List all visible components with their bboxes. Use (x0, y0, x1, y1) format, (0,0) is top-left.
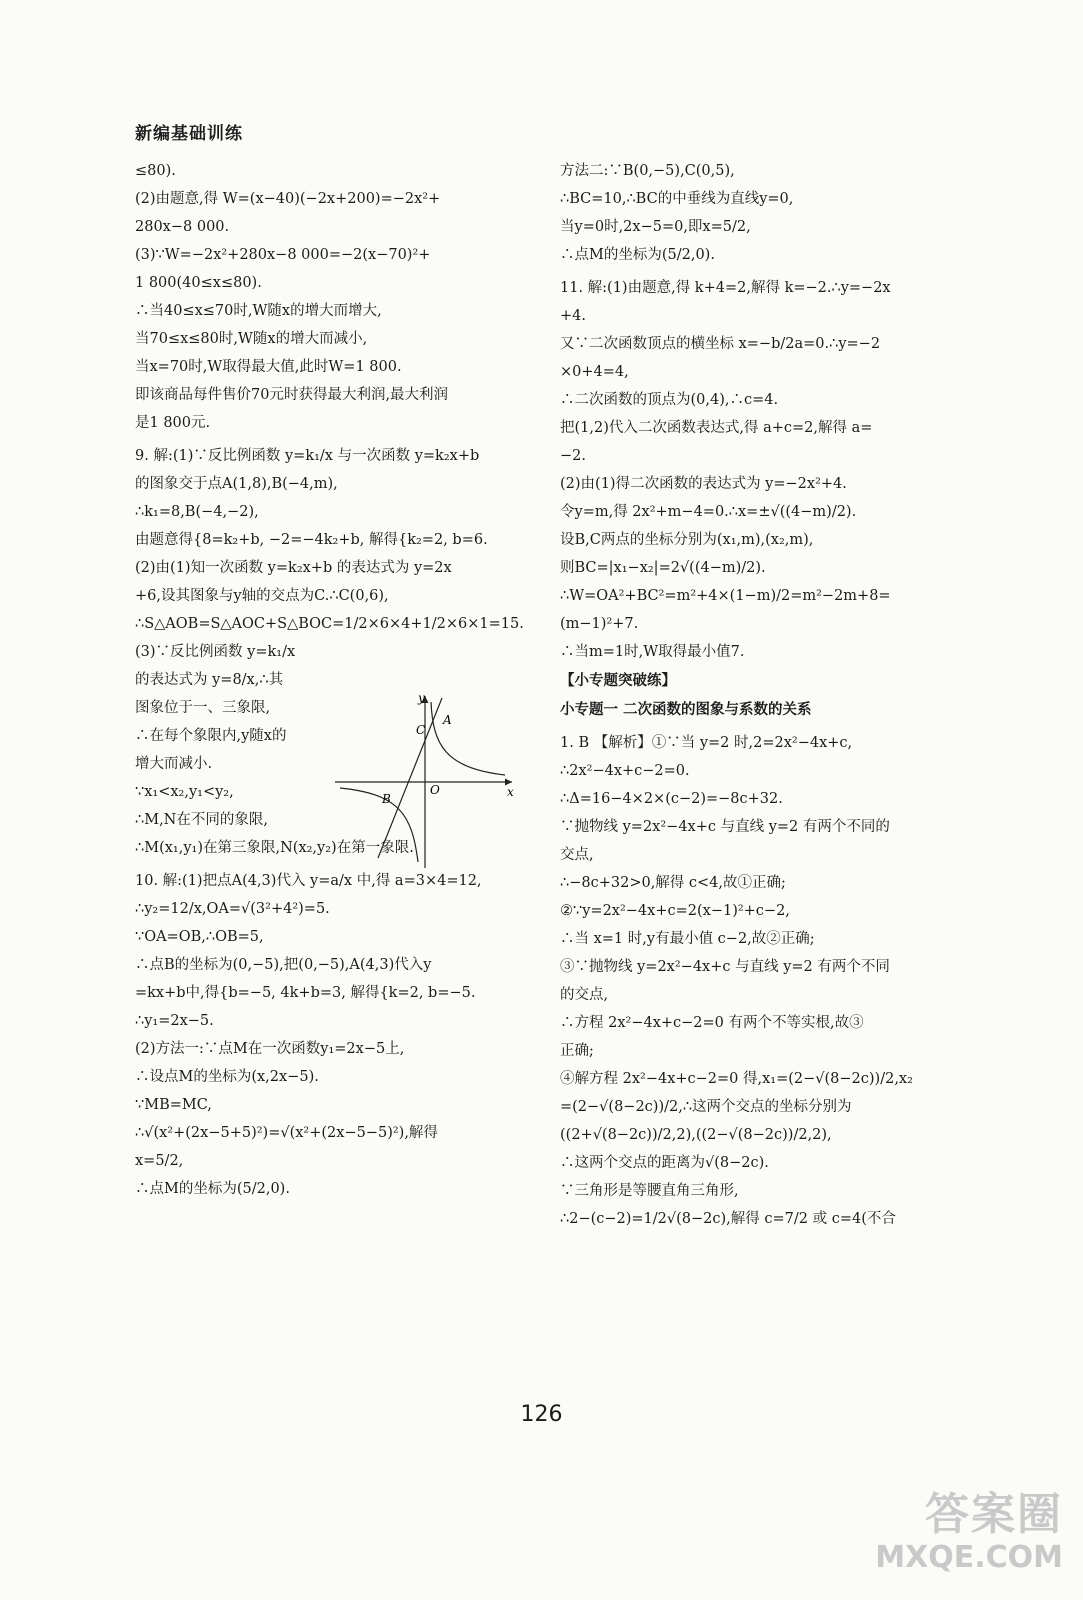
right-line-33: =(2−√(8−2c))/2,∴这两个交点的坐标分别为 (560, 1099, 852, 1115)
left-line-20: ∴在每个象限内,y随x的 (135, 728, 287, 744)
right-line-20: 1. B 【解析】①∵当 y=2 时,2=2x²−4x+c, (560, 735, 853, 751)
left-line-22: ∵x₁<x₂,y₁<y₂, (135, 784, 234, 800)
left-line-7: 当x=70时,W取得最大值,此时W=1 800. (135, 359, 402, 375)
x-axis-label: x (507, 785, 514, 799)
point-c-label: C (416, 723, 426, 737)
left-line-25: 10. 解:(1)把点A(4,3)代入 y=a/x 中,得 a=3×4=12, (135, 873, 482, 889)
left-line-28: ∴点B的坐标为(0,−5),把(0,−5),A(4,3)代入y (135, 957, 432, 973)
right-line-19: 小专题一 二次函数的图象与系数的关系 (560, 702, 812, 718)
left-line-13: 由题意得{8=k₂+b, −2=−4k₂+b, 解得{k₂=2, b=6. (135, 532, 488, 548)
left-line-31: (2)方法一:∵点M在一次函数y₁=2x−5上, (135, 1041, 405, 1057)
watermark-seal: 答案圈 (925, 1489, 1063, 1540)
left-line-18: 的表达式为 y=8/x,∴其 (135, 672, 284, 688)
right-line-9: 把(1,2)代入二次函数表达式,得 a+c=2,解得 a= (560, 420, 873, 436)
left-line-30: ∴y₁=2x−5. (135, 1013, 214, 1029)
right-line-37: ∴2−(c−2)=1/2√(8−2c),解得 c=7/2 或 c=4(不合 (560, 1211, 896, 1227)
left-line-36: ∴点M的坐标为(5/2,0). (135, 1181, 290, 1197)
right-line-24: 交点, (560, 847, 594, 863)
left-line-11: 的图象交于点A(1,8),B(−4,m), (135, 476, 338, 492)
left-line-10: 9. 解:(1)∵反比例函数 y=k₁/x 与一次函数 y=k₂x+b (135, 448, 480, 464)
right-line-28: ③∵抛物线 y=2x²−4x+c 与直线 y=2 有两个不同 (560, 959, 890, 975)
hyperbola-branch-2 (340, 788, 418, 862)
right-line-34: ((2+√(8−2c))/2,2),((2−√(8−2c))/2,2), (560, 1127, 832, 1143)
y-axis-label: y (418, 691, 425, 705)
left-line-29: =kx+b中,得{b=−5, 4k+b=3, 解得{k=2, b=−5. (135, 985, 476, 1001)
right-column (560, 160, 970, 1236)
point-a-label: A (443, 713, 452, 727)
right-line-8: ∴二次函数的顶点为(0,4),∴c=4. (560, 392, 779, 408)
right-line-21: ∴2x²−4x+c−2=0. (560, 763, 690, 779)
right-line-12: 令y=m,得 2x²+m−4=0.∴x=±√((4−m)/2). (560, 504, 857, 520)
left-line-17: (3)∵反比例函数 y=k₁/x (135, 644, 296, 660)
left-line-14: (2)由(1)知一次函数 y=k₂x+b 的表达式为 y=2x (135, 560, 452, 576)
left-line-26: ∴y₂=12/x,OA=√(3²+4²)=5. (135, 901, 330, 917)
left-column (135, 160, 530, 1206)
left-line-1: (2)由题意,得 W=(x−40)(−2x+200)=−2x²+ (135, 191, 441, 207)
left-line-23: ∴M,N在不同的象限, (135, 812, 268, 828)
left-line-24: ∴M(x₁,y₁)在第三象限,N(x₂,y₂)在第一象限. (135, 840, 414, 856)
left-line-0: ≤80). (135, 163, 176, 179)
right-line-36: ∵三角形是等腰直角三角形, (560, 1183, 739, 1199)
left-line-4: 1 800(40≤x≤80). (135, 275, 262, 291)
right-line-6: 又∵二次函数顶点的横坐标 x=−b/2a=0.∴y=−2 (560, 336, 881, 352)
left-line-35: x=5/2, (135, 1153, 184, 1169)
left-line-12: ∴k₁=8,B(−4,−2), (135, 504, 259, 520)
left-line-9: 是1 800元. (135, 415, 211, 431)
left-line-32: ∴设点M的坐标为(x,2x−5). (135, 1069, 319, 1085)
right-line-26: ②∵y=2x²−4x+c=2(x−1)²+c−2, (560, 903, 790, 919)
left-line-6: 当70≤x≤80时,W随x的增大而减小, (135, 331, 368, 347)
right-line-2: 当y=0时,2x−5=0,即x=5/2, (560, 219, 751, 235)
right-line-1: ∴BC=10,∴BC的中垂线为直线y=0, (560, 191, 794, 207)
point-b-label: B (382, 792, 391, 806)
left-line-27: ∵OA=OB,∴OB=5, (135, 929, 264, 945)
left-line-34: ∴√(x²+(2x−5+5)²)=√(x²+(2x−5−5)²),解得 (135, 1125, 438, 1141)
watermark-url: MXQE.COM (875, 1540, 1063, 1575)
left-line-2: 280x−8 000. (135, 219, 230, 235)
right-line-27: ∴当 x=1 时,y有最小值 c−2,故②正确; (560, 931, 815, 947)
left-line-8: 即该商品每件售价70元时获得最大利润,最大利润 (135, 387, 449, 403)
right-line-25: ∴−8c+32>0,解得 c<4,故①正确; (560, 875, 786, 891)
right-line-31: 正确; (560, 1043, 594, 1059)
right-line-11: (2)由(1)得二次函数的表达式为 y=−2x²+4. (560, 476, 847, 492)
right-line-10: −2. (560, 448, 586, 464)
left-line-5: ∴当40≤x≤70时,W随x的增大而增大, (135, 303, 382, 319)
left-line-15: +6,设其图象与y轴的交点为C.∴C(0,6), (135, 588, 389, 604)
right-line-35: ∴这两个交点的距离为√(8−2c). (560, 1155, 769, 1171)
right-line-4: 11. 解:(1)由题意,得 k+4=2,解得 k=−2.∴y=−2x (560, 280, 891, 296)
right-line-22: ∴Δ=16−4×2×(c−2)=−8c+32. (560, 791, 783, 807)
right-line-15: ∴W=OA²+BC²=m²+4×(1−m)/2=m²−2m+8= (560, 588, 891, 604)
watermark-logo (873, 1490, 1063, 1590)
left-line-33: ∵MB=MC, (135, 1097, 212, 1113)
right-line-16: (m−1)²+7. (560, 616, 639, 632)
right-line-30: ∴方程 2x²−4x+c−2=0 有两个不等实根,故③ (560, 1015, 864, 1031)
right-line-3: ∴点M的坐标为(5/2,0). (560, 247, 715, 263)
book-header: 新编基础训练 (135, 124, 243, 144)
right-line-32: ④解方程 2x²−4x+c−2=0 得,x₁=(2−√(8−2c))/2,x₂ (560, 1071, 913, 1087)
left-line-16: ∴S△AOB=S△AOC+S△BOC=1/2×6×4+1/2×6×1=15. (135, 616, 524, 632)
right-line-18: 【小专题突破练】 (560, 673, 676, 689)
left-line-21: 增大而减小. (135, 756, 213, 772)
right-line-5: +4. (560, 308, 586, 324)
page-number: 126 (520, 1402, 563, 1427)
function-graph (330, 690, 520, 870)
right-line-23: ∵抛物线 y=2x²−4x+c 与直线 y=2 有两个不同的 (560, 819, 890, 835)
left-line-19: 图象位于一、三象限, (135, 700, 271, 716)
right-line-7: ×0+4=4, (560, 364, 629, 380)
origin-label: O (430, 783, 440, 797)
right-line-13: 设B,C两点的坐标分别为(x₁,m),(x₂,m), (560, 532, 814, 548)
right-line-0: 方法二:∵B(0,−5),C(0,5), (560, 163, 735, 179)
right-line-29: 的交点, (560, 987, 609, 1003)
right-line-14: 则BC=|x₁−x₂|=2√((4−m)/2). (560, 560, 766, 576)
right-line-17: ∴当m=1时,W取得最小值7. (560, 644, 745, 660)
left-line-3: (3)∵W=−2x²+280x−8 000=−2(x−70)²+ (135, 247, 431, 263)
linear-function-line (378, 698, 442, 858)
